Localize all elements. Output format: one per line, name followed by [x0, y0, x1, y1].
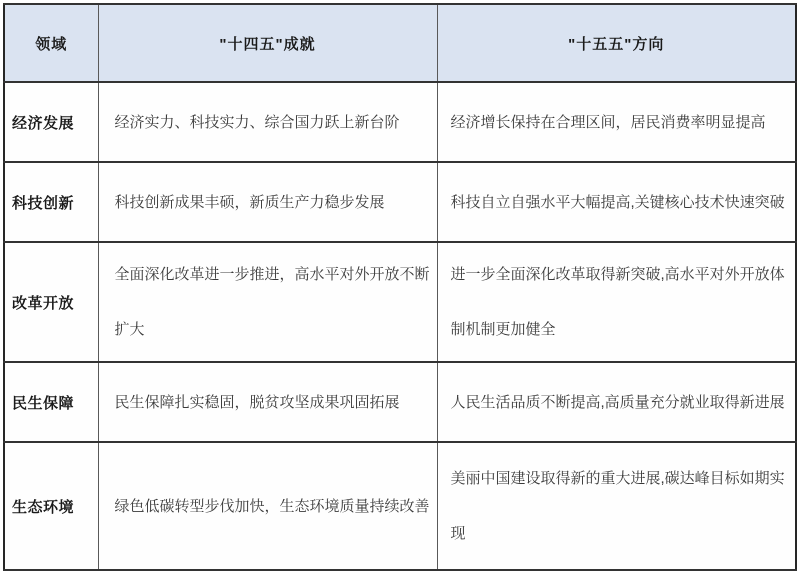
direction-cell: 人民生活品质不断提高,高质量充分就业取得新进展	[437, 362, 796, 442]
achievement-cell: 民生保障扎实稳固，脱贫攻坚成果巩固拓展	[98, 362, 437, 442]
row-label: 生态环境	[4, 442, 98, 570]
achievement-cell: 经济实力、科技实力、综合国力跃上新台阶	[98, 82, 437, 162]
row-label: 民生保障	[4, 362, 98, 442]
direction-cell: 美丽中国建设取得新的重大进展,碳达峰目标如期实现	[437, 442, 796, 570]
row-label: 经济发展	[4, 82, 98, 162]
col-header-14th-plan-achievements: "十四五"成就	[98, 4, 437, 82]
col-header-domain: 领域	[4, 4, 98, 82]
table-row-livelihood-security	[4, 362, 796, 442]
achievement-cell: 绿色低碳转型步伐加快，生态环境质量持续改善	[98, 442, 437, 570]
row-label: 科技创新	[4, 162, 98, 242]
col-header-15th-plan-direction: "十五五"方向	[437, 4, 796, 82]
table-row-ecological-environment	[4, 442, 796, 570]
row-label: 改革开放	[4, 242, 98, 362]
achievement-cell: 科技创新成果丰硕，新质生产力稳步发展	[98, 162, 437, 242]
table-row-economic-development	[4, 82, 796, 162]
five-year-plan-comparison-table	[3, 3, 797, 571]
direction-cell: 进一步全面深化改革取得新突破,高水平对外开放体制机制更加健全	[437, 242, 796, 362]
table-row-reform-opening	[4, 242, 796, 362]
achievement-cell: 全面深化改革进一步推进，高水平对外开放不断扩大	[98, 242, 437, 362]
table-row-tech-innovation	[4, 162, 796, 242]
direction-cell: 科技自立自强水平大幅提高,关键核心技术快速突破	[437, 162, 796, 242]
table-header-row	[4, 4, 796, 82]
direction-cell: 经济增长保持在合理区间，居民消费率明显提高	[437, 82, 796, 162]
